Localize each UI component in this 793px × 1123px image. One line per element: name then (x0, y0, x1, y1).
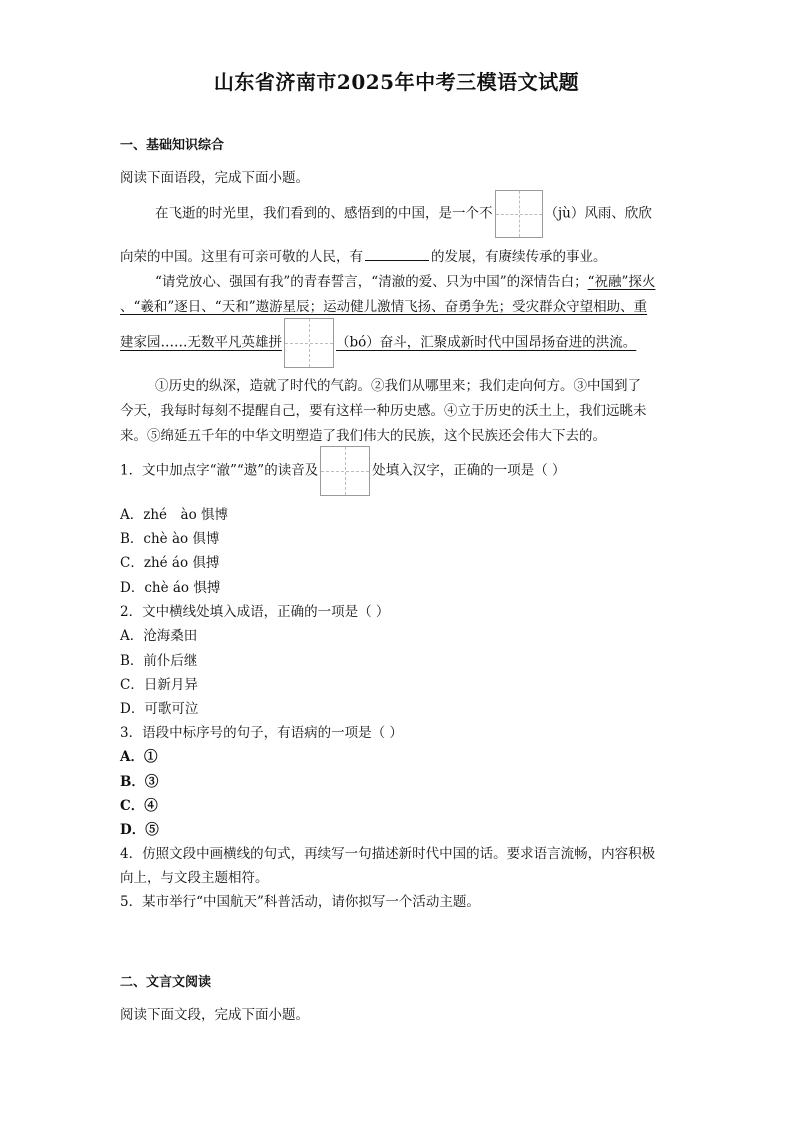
underlined-text: “祝融”探火 (587, 274, 656, 290)
question-text: 处填入汉字，正确的一项是（ ） (372, 462, 566, 479)
pinyin-annotation: （jù）风雨、欣欣 (544, 205, 652, 222)
passage-line (120, 318, 636, 368)
question-5: 5．某市举行“中国航天”科普活动，请你拟写一个活动主题。 (120, 894, 480, 910)
page-title: 山东省济南市2025年中考三模语文试题 (213, 70, 580, 94)
option-q2-b[interactable]: B．前仆后继 (120, 653, 198, 669)
question-text: 1．文中加点字“澈”“遨”的读音及 (120, 462, 319, 479)
passage-line: 来。⑤绵延五千年的中华文明塑造了我们伟大的民族，这个民族还会伟大下去的。 (120, 428, 606, 444)
passage-line: 今天，我每时每刻不提醒自己，要有这样一种历史感。④立于历史的沃土上，我们远眺未 (120, 403, 647, 419)
question-3: 3．语段中标序号的句子，有语病的一项是（ ） (120, 725, 403, 741)
underlined-passage-line: 、“羲和”逐日、“天和”遨游星辰；运动健儿激情飞扬、奋勇争先；受灾群众守望相助、重 (120, 299, 648, 315)
passage-text: 向荣的中国。这里有可亲可敬的人民，有 (120, 249, 363, 265)
passage-line: ①历史的纵深，造就了时代的气韵。②我们从哪里来；我们走向何方。③中国到了 (155, 378, 641, 394)
question-4-continued: 向上，与文段主题相符。 (120, 870, 269, 886)
underlined-text: 建家园……无数平凡英雄拼 (120, 334, 282, 351)
option-q2-d[interactable]: D．可歌可泣 (120, 701, 199, 717)
section-heading-basic: 一、基础知识综合 (120, 138, 225, 153)
character-grid-box[interactable] (320, 446, 370, 496)
underlined-text: （bó）奋斗，汇聚成新时代中国昂扬奋进的洪流。 (336, 334, 637, 351)
option-q1-d[interactable]: D．chè áo 惧搏 (120, 580, 221, 596)
section-instruction: 阅读下面语段，完成下面小题。 (120, 170, 309, 186)
question-4: 4．仿照文段中画横线的句式，再续写一句描述新时代中国的话。要求语言流畅，内容积极 (120, 846, 656, 862)
passage-text: 在飞逝的时光里，我们看到的、感悟到的中国，是一个不 (155, 205, 493, 222)
character-grid-box[interactable] (495, 190, 543, 238)
option-q3-c[interactable]: C．④ (120, 798, 158, 814)
option-q1-c[interactable]: C．zhé áo 俱搏 (120, 555, 220, 571)
question-2: 2．文中横线处填入成语，正确的一项是（ ） (120, 604, 390, 620)
character-grid-box[interactable] (284, 318, 334, 368)
option-q3-d[interactable]: D．⑤ (120, 822, 159, 838)
passage-line (155, 190, 652, 238)
passage-text: 的发展，有赓续传承的事业。 (431, 249, 607, 265)
idiom-fill-blank[interactable] (365, 246, 429, 261)
passage-line (120, 245, 607, 265)
option-q1-b[interactable]: B．chè ào 俱博 (120, 531, 220, 547)
option-q2-c[interactable]: C．日新月异 (120, 677, 198, 693)
section-heading-classical: 二、文言文阅读 (120, 975, 212, 990)
option-q3-b[interactable]: B．③ (120, 774, 159, 790)
question-1 (120, 446, 566, 496)
section-instruction: 阅读下面文段，完成下面小题。 (120, 1007, 309, 1023)
option-q3-a[interactable]: A．① (120, 749, 158, 765)
passage-text: “请党放心、强国有我”的青春誓言，“清澈的爱、只为中国”的深情告白； (155, 274, 588, 290)
option-q1-a[interactable]: A．zhé ào 惧博 (120, 507, 229, 523)
passage-line (155, 270, 655, 290)
option-q2-a[interactable]: A．沧海桑田 (120, 628, 198, 644)
